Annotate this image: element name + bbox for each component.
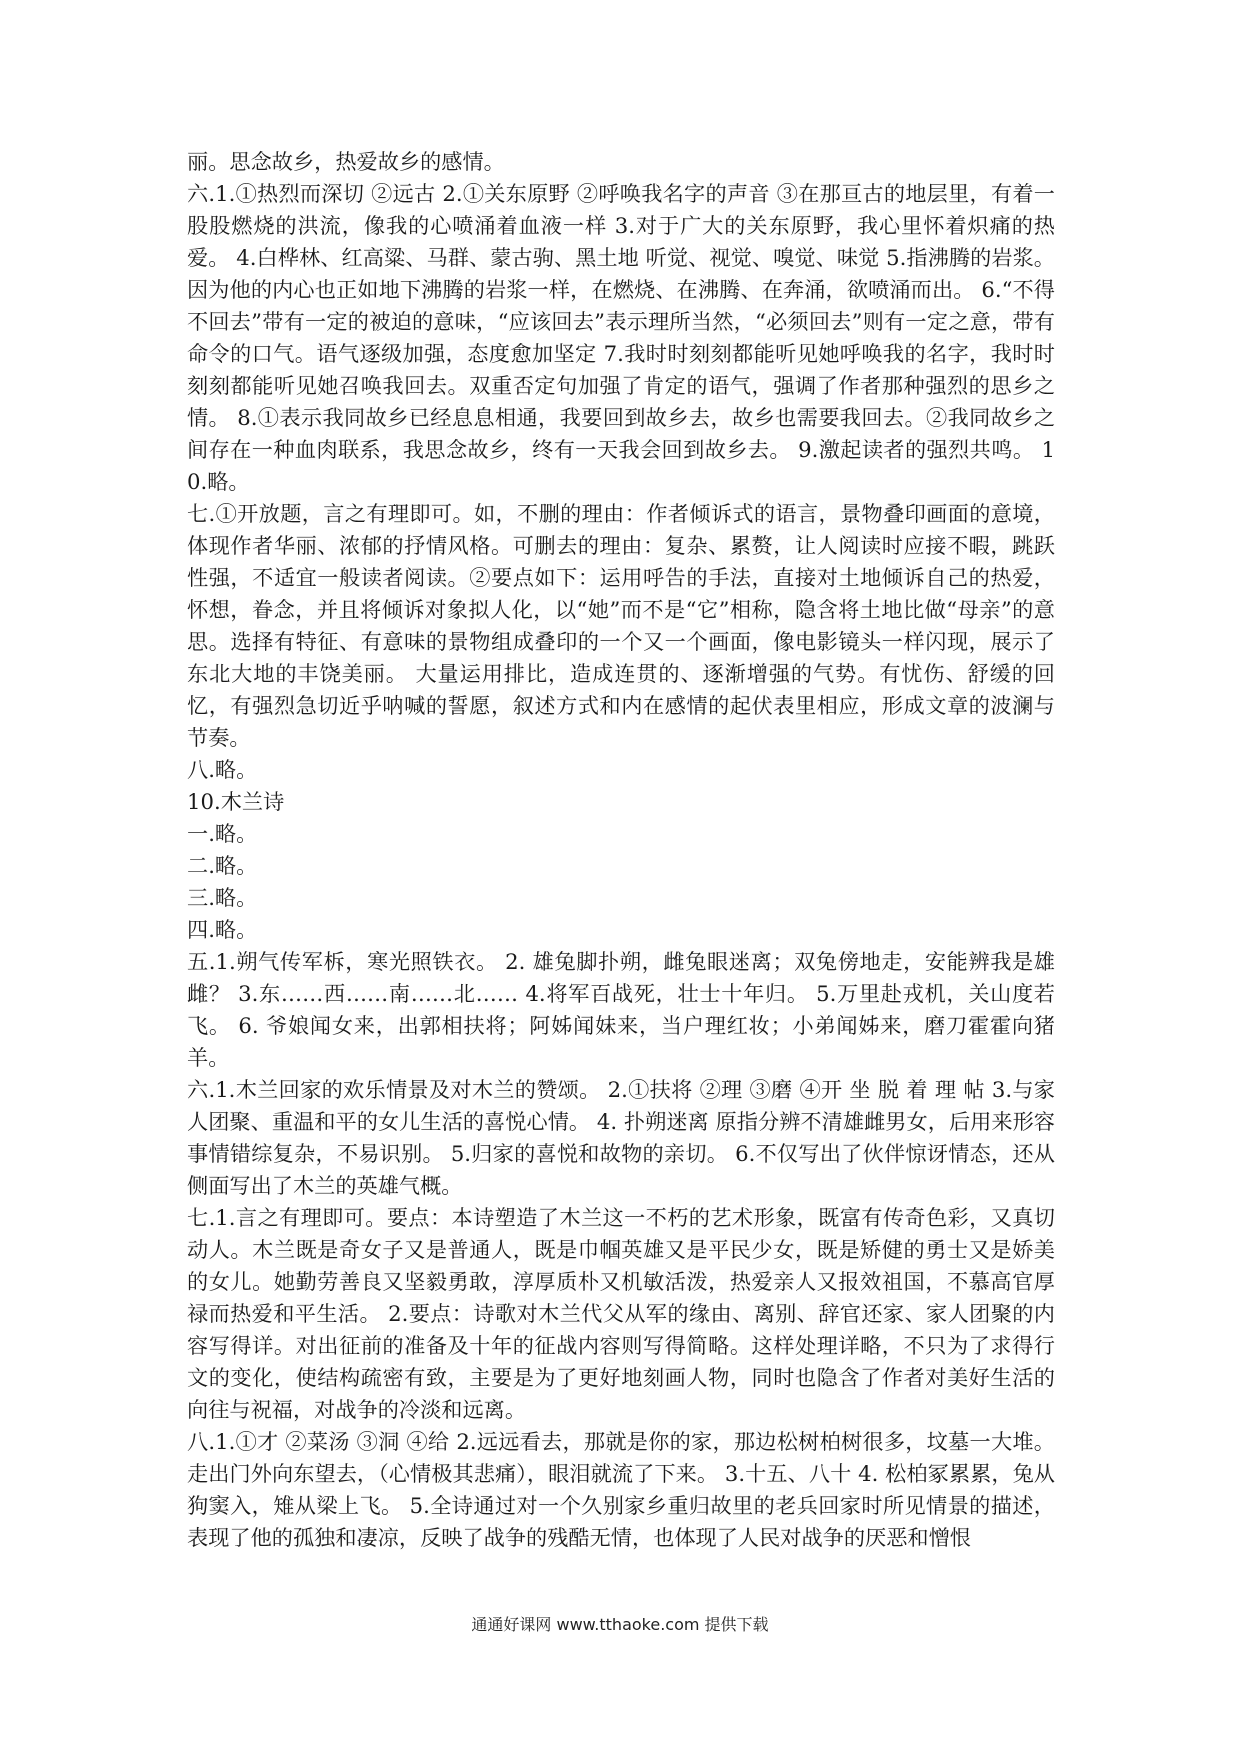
page-footer: 通通好课网 www.tthaoke.com 提供下载 [471,1615,769,1634]
paragraph: 六.1.木兰回家的欢乐情景及对木兰的赞颂。 2.①扶将 ②理 ③磨 ④开 坐 脱 着 理 帖 3.与家人团聚、重温和平的女儿生活的喜悦心情。 4. 扑朔迷离 原指分辨不清雄雌男女，后用来形容事情错综复杂，不易识别。 5.归家的喜悦和故物的亲切。 6.不仅写出了伙伴惊讶情态，还从侧面写出了木兰的英雄气概。 [187,1077,1055,1198]
paragraph: 八.1.①才 ②菜汤 ③洞 ④给 2.远远看去，那就是你的家，那边松树柏树很多，坟墓一大堆。走出门外向东望去，（心情极其悲痛），眼泪就流了下来。 3.十五、八十 4. 松柏冢累累，兔从狗窦入，雉从梁上飞。 5.全诗通过对一个久别家乡重归故里的老兵回家时所见情景的描述，表现了他的孤独和凄凉，反映了战争的残酷无情，也体现了人民对战争的厌恶和憎恨 [187,1429,1055,1550]
paragraph: 一.略。 [187,821,258,846]
paragraph: 七.①开放题，言之有理即可。如，不删的理由：作者倾诉式的语言，景物叠印画面的意境，体现作者华丽、浓郁的抒情风格。可删去的理由：复杂、累赘，让人阅读时应接不暇，跳跃性强，不适宜一般读者阅读。②要点如下：运用呼告的手法，直接对土地倾诉自己的热爱，怀想，眷念，并且将倾诉对象拟人化，以“她”而不是“它”相称，隐含将土地比做“母亲”的意思。选择有特征、有意味的景物组成叠印的一个又一个画面，像电影镜头一样闪现，展示了东北大地的丰饶美丽。 大量运用排比，造成连贯的、逐渐增强的气势。有忧伤、舒缓的回忆，有强烈急切近乎呐喊的誓愿，叙述方式和内在感情的起伏表里相应，形成文章的波澜与节奏。 [187,501,1055,750]
section-heading: 10.木兰诗 [187,789,285,814]
paragraph: 七.1.言之有理即可。要点：本诗塑造了木兰这一不朽的艺术形象，既富有传奇色彩，又真切动人。木兰既是奇女子又是普通人，既是巾帼英雄又是平民少女，既是矫健的勇士又是娇美的女儿。她勤劳善良又坚毅勇敢，淳厚质朴又机敏活泼，热爱亲人又报效祖国，不慕高官厚禄而热爱和平生活。 2.要点：诗歌对木兰代父从军的缘由、离别、辞官还家、家人团聚的内容写得详。对出征前的准备及十年的征战内容则写得简略。这样处理详略，不只为了求得行文的变化，使结构疏密有致，主要是为了更好地刻画人物，同时也隐含了作者对美好生活的向往与祝福，对战争的冷淡和远离。 [187,1205,1055,1422]
paragraph: 六.1.①热烈而深切 ②远古 2.①关东原野 ②呼唤我名字的声音 ③在那亘古的地层里，有着一股股燃烧的洪流，像我的心喷涌着血液一样 3.对于广大的关东原野，我心里怀着炽痛的热爱。 4.白桦林、红高粱、马群、蒙古驹、黑土地 听觉、视觉、嗅觉、味觉 5.指沸腾的岩浆。因为他的内心也正如地下沸腾的岩浆一样，在燃烧、在沸腾、在奔涌，欲喷涌而出。 6.“不得不回去”带有一定的被迫的意味，“应该回去”表示理所当然，“必须回去”则有一定之意，带有命令的口气。语气逐级加强，态度愈加坚定 7.我时时刻刻都能听见她呼唤我的名字，我时时刻刻都能听见她召唤我回去。双重否定句加强了肯定的语气，强调了作者那种强烈的思乡之情。 8.①表示我同故乡已经息息相通，我要回到故乡去，故乡也需要我回去。②我同故乡之间存在一种血肉联系，我思念故乡，终有一天我会回到故乡去。 9.激起读者的强烈共鸣。 10.略。 [187,181,1055,494]
paragraph: 丽。思念故乡，热爱故乡的感情。 [187,149,505,174]
document-body [187,146,1055,1554]
paragraph: 二.略。 [187,853,258,878]
paragraph: 三.略。 [187,885,258,910]
paragraph: 五.1.朔气传军柝，寒光照铁衣。 2. 雄兔脚扑朔，雌兔眼迷离；双兔傍地走，安能辨我是雄雌？ 3.东……西……南……北…… 4.将军百战死，壮士十年归。 5.万里赴戎机，关山度若飞。 6. 爷娘闻女来，出郭相扶将；阿姊闻妹来，当户理红妆；小弟闻姊来，磨刀霍霍向猪羊。 [187,949,1055,1070]
paragraph: 四.略。 [187,917,258,942]
paragraph: 八.略。 [187,757,258,782]
